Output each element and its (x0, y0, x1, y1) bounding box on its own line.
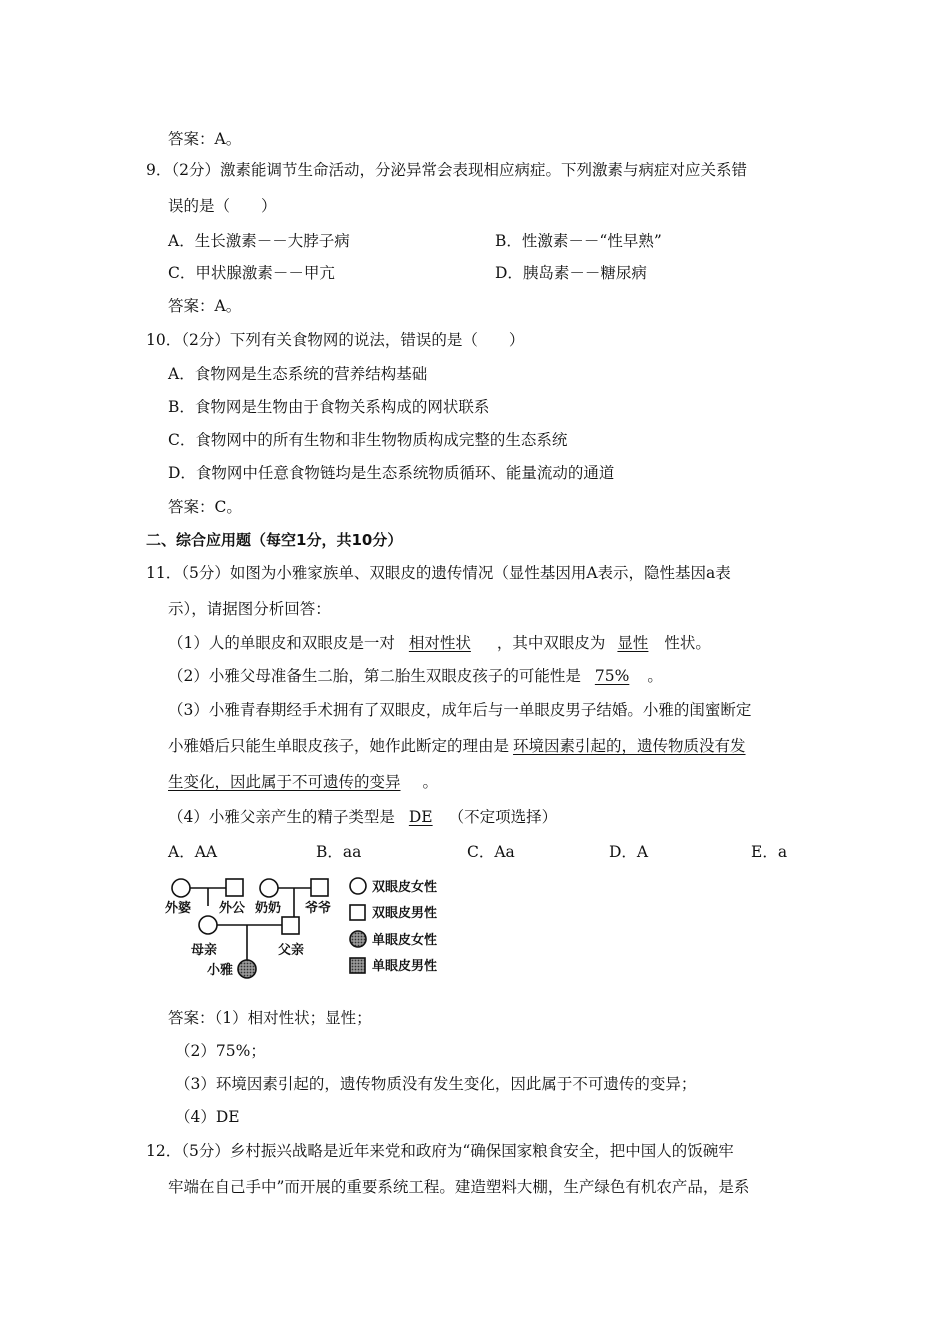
legend-female-double-symbol (350, 878, 366, 894)
q11-p3-blank-a: 环境因素引起的，遗传物质没有发 (513, 737, 746, 755)
legend-male-double: 双眼皮男性 (372, 906, 438, 921)
legend-male-single: 单眼皮男性 (372, 959, 438, 974)
q9-option-a: A．生长激素－－大脖子病 (168, 232, 350, 250)
q11-option-e: E．a (751, 843, 788, 861)
q9-option-c: C．甲状腺激素－－甲亢 (168, 264, 335, 282)
q11-p2-blank: 75% (594, 667, 630, 685)
q11-p1-blank2: 显性 (617, 634, 649, 652)
legend-male-single-symbol (350, 958, 365, 973)
q11-p2-suffix: 。 (647, 667, 663, 685)
q10-option-a: A．食物网是生态系统的营养结构基础 (168, 365, 428, 383)
q11-option-a: A．AA (168, 843, 218, 861)
q11-p3-prefix: 小雅婚后只能生单眼皮孩子，她作此断定的理由是 (168, 737, 510, 755)
label-paternal-grandfather: 爷爷 (305, 901, 332, 916)
label-maternal-grandfather: 外公 (219, 901, 246, 916)
q11-part3-line3 (168, 771, 438, 793)
q11-part2 (168, 665, 663, 687)
q10-option-c: C．食物网中的所有生物和非生物物质构成完整的生态系统 (168, 431, 568, 449)
q11-p3-suffix: 。 (422, 773, 439, 791)
q11-p4-blank: DE (408, 808, 433, 826)
q11-answer-3: （3）环境因素引起的，遗传物质没有发生变化，因此属于不可遗传的变异； (175, 1075, 697, 1093)
q9-answer: 答案：A。 (168, 297, 242, 315)
q11-p1-prefix: （1）人的单眼皮和双眼皮是一对 (168, 634, 395, 652)
q11-option-b: B．aa (316, 843, 362, 861)
mother-symbol (199, 916, 217, 934)
q11-stem-line2: 示），请据图分析回答： (168, 600, 331, 618)
q8-answer: 答案：A。 (168, 130, 242, 148)
q11-stem-line1: 11．（5分）如图为小雅家族单、双眼皮的遗传情况（显性基因用A表示，隐性基因a表 (146, 564, 731, 582)
maternal-grandmother-symbol (172, 879, 190, 897)
legend-female-single: 单眼皮女性 (372, 933, 438, 948)
q10-option-d: D．食物网中任意食物链均是生态系统物质循环、能量流动的通道 (168, 464, 615, 482)
label-father: 父亲 (278, 943, 305, 958)
q11-p3-blank-b: 生变化，因此属于不可遗传的变异 (168, 773, 401, 791)
q11-p1-middle: ，其中双眼皮为 (496, 634, 606, 652)
label-paternal-grandmother: 奶奶 (255, 901, 282, 916)
q11-answer-2: （2）75%； (175, 1042, 266, 1060)
q10-answer: 答案：C。 (168, 498, 242, 516)
legend-male-double-symbol (350, 905, 365, 920)
legend-female-double: 双眼皮女性 (372, 880, 438, 895)
label-xiaoya: 小雅 (207, 963, 234, 978)
q9-option-b: B．性激素－－“性早熟” (495, 232, 662, 250)
q11-part1 (168, 632, 711, 654)
q12-stem-line2: 牢端在自己手中”而开展的重要系统工程。建造塑料大棚，生产绿色有机农产品，是系 (168, 1178, 750, 1196)
father-symbol (282, 917, 299, 934)
maternal-grandfather-symbol (226, 879, 243, 896)
q9-stem-line2: 误的是（ ） (168, 197, 277, 215)
label-mother: 母亲 (191, 943, 218, 958)
q12-stem-line1: 12．（5分）乡村振兴战略是近年来党和政府为“确保国家粮食安全，把中国人的饭碗牢 (146, 1142, 734, 1160)
paternal-grandfather-symbol (311, 879, 328, 896)
q11-p1-suffix: 性状。 (664, 634, 711, 652)
q11-p2-prefix: （2）小雅父母准备生二胎，第二胎生双眼皮孩子的可能性是 (168, 667, 581, 685)
q11-answer-1: 答案：（1）相对性状；显性； (168, 1009, 372, 1027)
q11-option-c: C．Aa (467, 843, 515, 861)
q11-option-d: D．A (609, 843, 649, 861)
legend-female-single-symbol (350, 931, 366, 947)
section-title: 二、综合应用题（每空1分，共10分） (146, 531, 403, 549)
paternal-grandmother-symbol (260, 879, 278, 897)
q10-stem: 10．（2分）下列有关食物网的说法，错误的是（ ） (146, 331, 525, 349)
q11-part3-line1: （3）小雅青春期经手术拥有了双眼皮，成年后与一单眼皮男子结婚。小雅的闺蜜断定 (168, 701, 752, 719)
q9-option-d: D．胰岛素－－糖尿病 (495, 264, 647, 282)
xiaoya-symbol (238, 960, 256, 978)
pedigree-diagram (165, 872, 465, 984)
q11-part3-line2 (168, 735, 746, 757)
q11-p1-blank1: 相对性状 (408, 634, 471, 652)
q11-p4-prefix: （4）小雅父亲产生的精子类型是 (168, 808, 395, 826)
q11-part4 (168, 806, 557, 828)
q11-p4-suffix: （不定项选择） (448, 808, 558, 826)
q9-stem-line1: 9．（2分）激素能调节生命活动，分泌异常会表现相应病症。下列激素与病症对应关系错 (146, 161, 747, 179)
label-maternal-grandmother: 外婆 (165, 901, 192, 916)
q10-option-b: B．食物网是生物由于食物关系构成的网状联系 (168, 398, 490, 416)
q11-answer-4: （4）DE (175, 1108, 240, 1126)
